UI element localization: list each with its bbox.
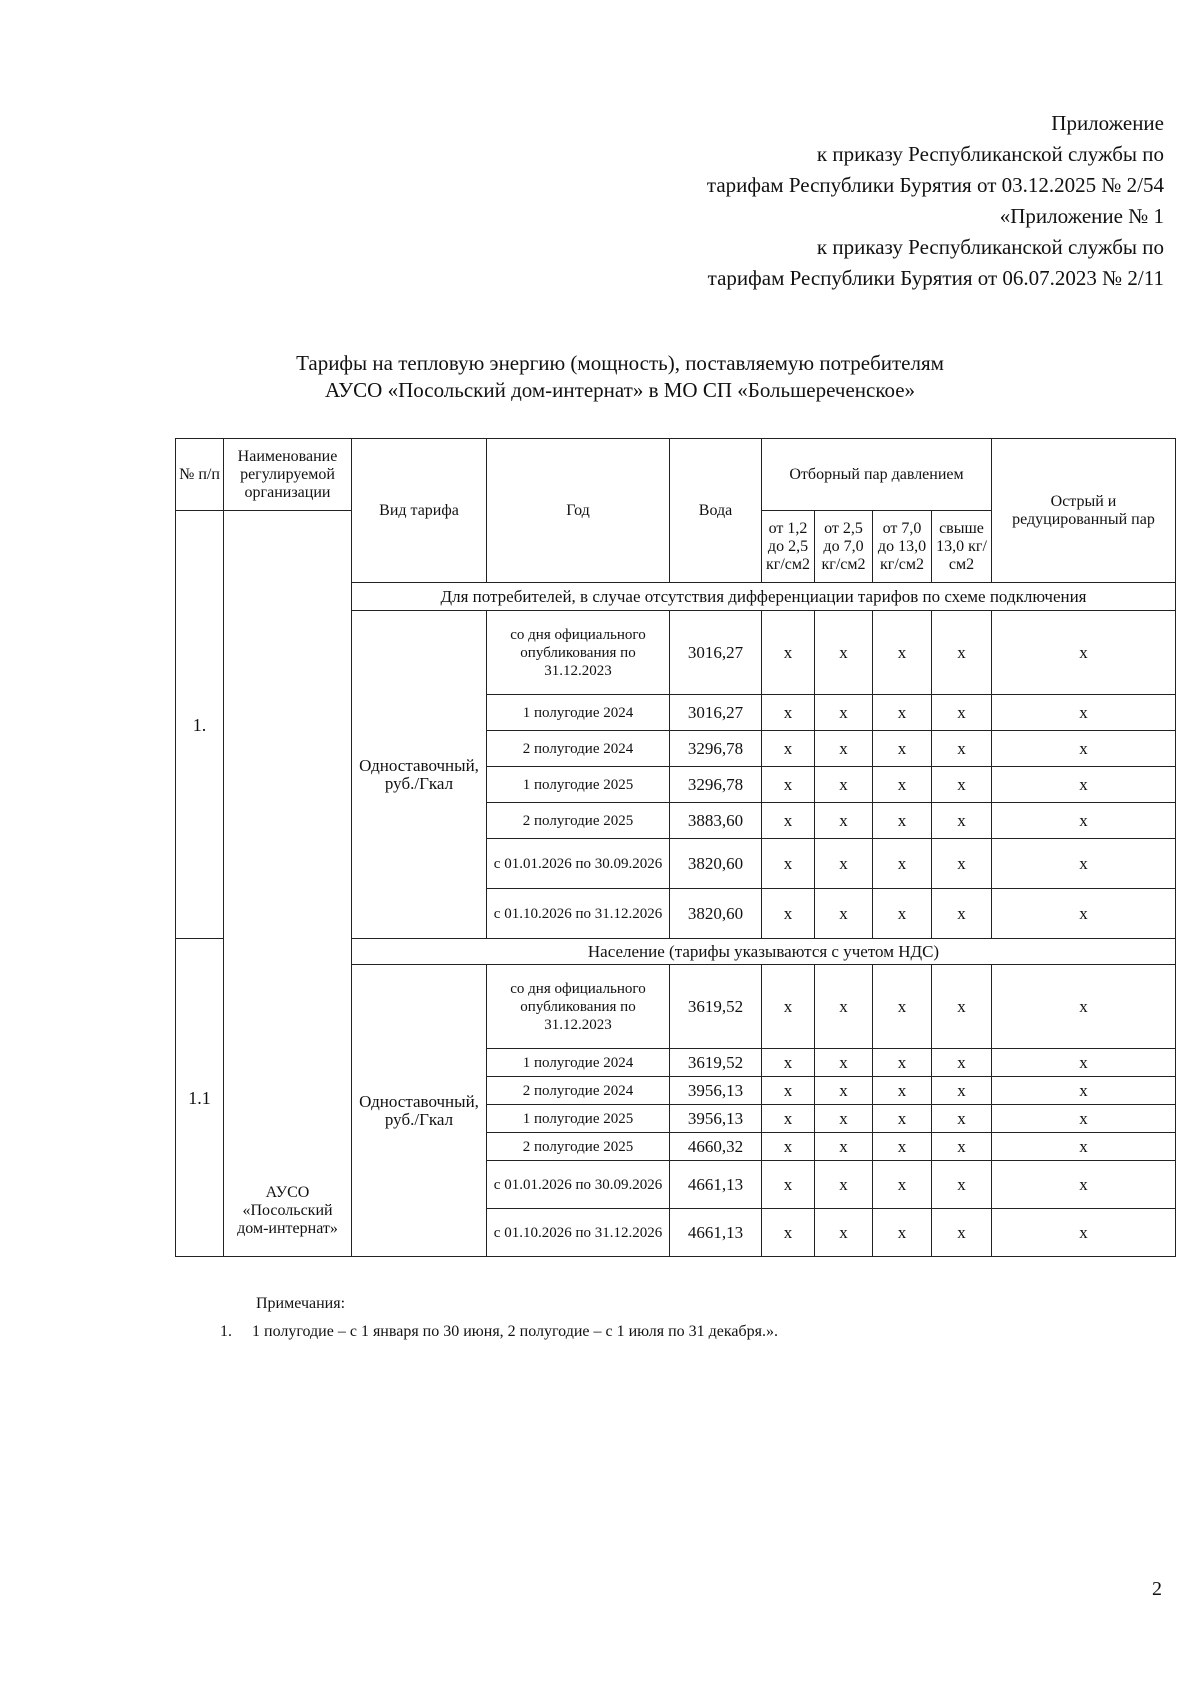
section-title-2: Население (тарифы указываются с учетом НДС) (352, 939, 1176, 965)
steam-3-value: х (873, 839, 932, 889)
steam-1-value: х (762, 1209, 815, 1257)
header-steam-1: от 1,2 до 2,5 кг/см2 (762, 511, 815, 583)
steam-1-value: х (762, 1049, 815, 1077)
steam-4-value: х (932, 1105, 992, 1133)
sharp-steam-value: х (992, 965, 1176, 1049)
year-cell: с 01.10.2026 по 31.12.2026 (487, 1209, 670, 1257)
year-cell: 2 полугодие 2024 (487, 731, 670, 767)
organization-name: АУСО «Посольский дом-интернат» (224, 511, 352, 1257)
steam-2-value: х (815, 1049, 873, 1077)
notes-label: Примечания: (256, 1295, 346, 1312)
header-line: тарифам Республики Бурятия от 06.07.2023 № 2/11 (707, 266, 1164, 290)
steam-3-value: х (873, 731, 932, 767)
steam-1-value: х (762, 695, 815, 731)
sharp-steam-value: х (992, 1105, 1176, 1133)
water-value: 4661,13 (670, 1209, 762, 1257)
steam-3-value: х (873, 611, 932, 695)
steam-1-value: х (762, 1161, 815, 1209)
section-title-1: Для потребителей, в случае отсутствия дифференциации тарифов по схеме подключения (352, 583, 1176, 611)
steam-3-value: х (873, 1133, 932, 1161)
water-value: 4660,32 (670, 1133, 762, 1161)
header-year: Год (487, 439, 670, 583)
sharp-steam-value: х (992, 889, 1176, 939)
steam-3-value: х (873, 767, 932, 803)
sharp-steam-value: х (992, 1077, 1176, 1105)
appendix-header (404, 108, 1164, 294)
sharp-steam-value: х (992, 1133, 1176, 1161)
header-steam-3: от 7,0 до 13,0 кг/см2 (873, 511, 932, 583)
steam-3-value: х (873, 803, 932, 839)
steam-4-value: х (932, 695, 992, 731)
header-steam-2: от 2,5 до 7,0 кг/см2 (815, 511, 873, 583)
water-value: 3619,52 (670, 1049, 762, 1077)
sharp-steam-value: х (992, 611, 1176, 695)
steam-2-value: х (815, 767, 873, 803)
steam-1-value: х (762, 1105, 815, 1133)
water-value: 4661,13 (670, 1161, 762, 1209)
header-steam-4: свыше 13,0 кг/см2 (932, 511, 992, 583)
page-number: 2 (1152, 1578, 1162, 1600)
water-value: 3956,13 (670, 1105, 762, 1133)
water-value: 3619,52 (670, 965, 762, 1049)
header-org-name: Наименование регулируемой организации (224, 439, 352, 511)
table-header-row (176, 439, 1176, 511)
tariff-table (175, 438, 1176, 1257)
steam-2-value: х (815, 965, 873, 1049)
title-line-2: АУСО «Посольский дом-интернат» в МО СП «Большереченское» (324, 378, 916, 402)
header-sharp-steam: Острый и редуцированный пар (992, 439, 1176, 583)
header-steam-group: Отборный пар давлением (762, 439, 992, 511)
steam-4-value: х (932, 611, 992, 695)
steam-2-value: х (815, 1133, 873, 1161)
steam-4-value: х (932, 889, 992, 939)
note-number: 1. (220, 1323, 232, 1340)
steam-1-value: х (762, 839, 815, 889)
header-line: к приказу Республиканской службы по (816, 142, 1164, 166)
header-water: Вода (670, 439, 762, 583)
header-line: к приказу Республиканской службы по (816, 235, 1164, 259)
steam-1-value: х (762, 611, 815, 695)
steam-2-value: х (815, 1105, 873, 1133)
steam-4-value: х (932, 1077, 992, 1105)
steam-1-value: х (762, 767, 815, 803)
sharp-steam-value: х (992, 1161, 1176, 1209)
steam-4-value: х (932, 965, 992, 1049)
tariff-type-1: Одноставочный, руб./Гкал (352, 611, 487, 939)
water-value: 3820,60 (670, 889, 762, 939)
steam-3-value: х (873, 1049, 932, 1077)
steam-3-value: х (873, 1105, 932, 1133)
steam-3-value: х (873, 695, 932, 731)
year-cell: 1 полугодие 2024 (487, 695, 670, 731)
header-line: Приложение (1051, 111, 1164, 135)
steam-4-value: х (932, 1209, 992, 1257)
year-cell: с 01.10.2026 по 31.12.2026 (487, 889, 670, 939)
steam-2-value: х (815, 695, 873, 731)
water-value: 3883,60 (670, 803, 762, 839)
steam-2-value: х (815, 611, 873, 695)
year-cell: 2 полугодие 2025 (487, 1133, 670, 1161)
water-value: 3956,13 (670, 1077, 762, 1105)
steam-3-value: х (873, 965, 932, 1049)
year-cell: 1 полугодие 2025 (487, 767, 670, 803)
sharp-steam-value: х (992, 1049, 1176, 1077)
steam-3-value: х (873, 1077, 932, 1105)
steam-4-value: х (932, 839, 992, 889)
steam-3-value: х (873, 1209, 932, 1257)
steam-4-value: х (932, 1161, 992, 1209)
steam-2-value: х (815, 1209, 873, 1257)
sharp-steam-value: х (992, 839, 1176, 889)
steam-2-value: х (815, 731, 873, 767)
header-tariff-type: Вид тарифа (352, 439, 487, 583)
steam-4-value: х (932, 731, 992, 767)
year-cell: 1 полугодие 2024 (487, 1049, 670, 1077)
header-line: тарифам Республики Бурятия от 03.12.2025 № 2/54 (706, 173, 1164, 197)
sharp-steam-value: х (992, 1209, 1176, 1257)
row-number-1: 1. (176, 511, 224, 939)
header-num: № п/п (176, 439, 224, 511)
steam-3-value: х (873, 889, 932, 939)
row-number-1-1: 1.1 (176, 939, 224, 1257)
year-cell: 1 полугодие 2025 (487, 1105, 670, 1133)
year-cell: 2 полугодие 2024 (487, 1077, 670, 1105)
water-value: 3296,78 (670, 731, 762, 767)
steam-4-value: х (932, 767, 992, 803)
year-cell: со дня официального опубликования по 31.12.2023 (487, 611, 670, 695)
steam-3-value: х (873, 1161, 932, 1209)
steam-2-value: х (815, 839, 873, 889)
year-cell: с 01.01.2026 по 30.09.2026 (487, 1161, 670, 1209)
steam-4-value: х (932, 803, 992, 839)
water-value: 3016,27 (670, 695, 762, 731)
steam-1-value: х (762, 731, 815, 767)
steam-1-value: х (762, 803, 815, 839)
steam-4-value: х (932, 1049, 992, 1077)
steam-2-value: х (815, 889, 873, 939)
steam-1-value: х (762, 965, 815, 1049)
steam-2-value: х (815, 803, 873, 839)
steam-1-value: х (762, 889, 815, 939)
steam-2-value: х (815, 1077, 873, 1105)
title-line-1: Тарифы на тепловую энергию (мощность), поставляемую потребителям (296, 351, 944, 375)
sharp-steam-value: х (992, 767, 1176, 803)
tariff-type-2: Одноставочный, руб./Гкал (352, 965, 487, 1257)
year-cell: со дня официального опубликования по 31.12.2023 (487, 965, 670, 1049)
year-cell: с 01.01.2026 по 30.09.2026 (487, 839, 670, 889)
header-line: «Приложение № 1 (999, 204, 1164, 228)
water-value: 3820,60 (670, 839, 762, 889)
water-value: 3296,78 (670, 767, 762, 803)
sharp-steam-value: х (992, 803, 1176, 839)
steam-1-value: х (762, 1133, 815, 1161)
steam-4-value: х (932, 1133, 992, 1161)
year-cell: 2 полугодие 2025 (487, 803, 670, 839)
document-title (200, 350, 1040, 404)
sharp-steam-value: х (992, 695, 1176, 731)
notes (220, 1290, 778, 1346)
sharp-steam-value: х (992, 731, 1176, 767)
steam-1-value: х (762, 1077, 815, 1105)
water-value: 3016,27 (670, 611, 762, 695)
steam-2-value: х (815, 1161, 873, 1209)
note-text: 1 полугодие – с 1 января по 30 июня, 2 полугодие – с 1 июля по 31 декабря.». (252, 1323, 779, 1340)
note-item (220, 1318, 778, 1346)
